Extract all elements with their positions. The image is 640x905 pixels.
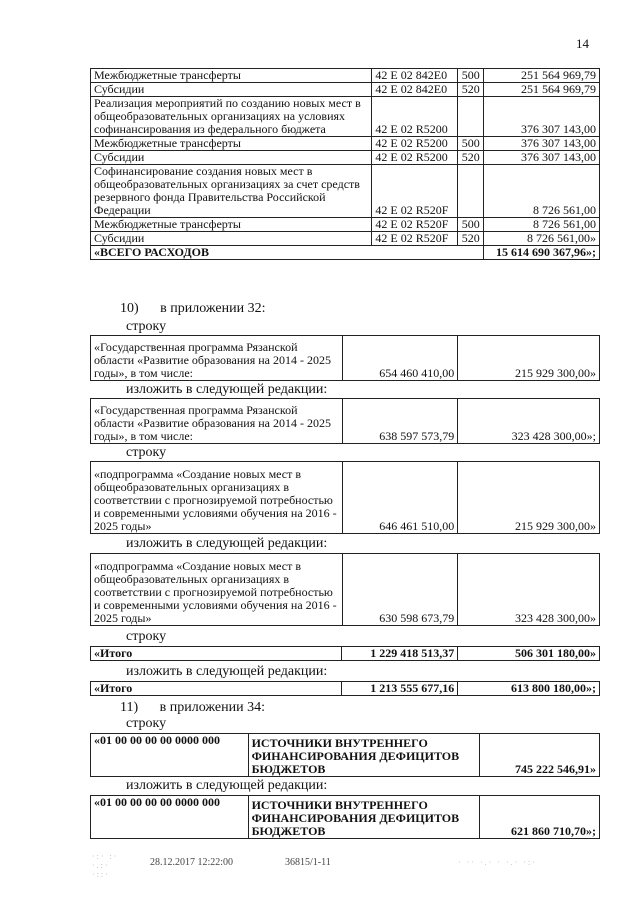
- footer-date: 28.12.2017 12:22:00: [150, 857, 234, 868]
- total-sum: 15 614 690 367,96»;: [484, 246, 600, 260]
- izlozhit-3: изложить в следующей редакции:: [126, 664, 328, 679]
- src-new-sum: 621 860 710,70»;: [480, 796, 600, 839]
- expense-name: Реализация мероприятий по созданию новых мест в общеобразовательных организациях на условиях софинансирования из федерального бюджета: [91, 97, 372, 137]
- expense-name: Софинансирование создания новых мест в общеобразовательных организациях за счет средств резервного фонда Правительства Российской Федерации: [91, 165, 372, 218]
- expense-row: [91, 218, 600, 232]
- src-new-table: [90, 795, 600, 839]
- expense-kind: 500: [458, 137, 484, 151]
- footer-doc-number: 36815/1-11: [285, 857, 331, 868]
- expense-sum: 8 726 561,00: [484, 165, 600, 218]
- expense-name: Межбюджетные трансферты: [91, 218, 372, 232]
- src-new-code: «01 00 00 00 00 0000 000: [91, 796, 249, 839]
- itogo-old-table: [90, 646, 600, 661]
- expense-code: 42 Е 02 R520F: [372, 232, 458, 246]
- itogo-old-label: «Итого: [91, 647, 342, 661]
- expense-row: [91, 83, 600, 97]
- expense-sum: 376 307 143,00: [484, 151, 600, 165]
- izlozhit-2: изложить в следующей редакции:: [126, 536, 328, 551]
- itogo-new-table: [90, 681, 600, 696]
- item-10-number: 10): [120, 301, 139, 316]
- page-number: 14: [576, 36, 589, 51]
- expense-kind: 520: [458, 232, 484, 246]
- expense-row: [91, 232, 600, 246]
- pp-new-v2: 323 428 300,00»: [458, 554, 600, 626]
- scan-smudge: ·:· :· ·.:· ·::·: [92, 852, 119, 879]
- expense-kind: 500: [458, 218, 484, 232]
- stroku-2: строку: [126, 445, 167, 460]
- expense-code: 42 Е 02 R520F: [372, 218, 458, 232]
- src-old-name: ИСТОЧНИКИ ВНУТРЕННЕГО ФИНАНСИРОВАНИЯ ДЕФИЦИТОВ БЮДЖЕТОВ: [248, 734, 480, 777]
- izlozhit-4: изложить в следующей редакции:: [126, 778, 328, 793]
- itogo-new-label: «Итого: [91, 682, 342, 696]
- expense-kind: 500: [458, 69, 484, 83]
- gp-old-v2: 215 929 300,00»: [458, 336, 600, 381]
- stroku-label: строку: [126, 319, 167, 334]
- expense-kind: 520: [458, 83, 484, 97]
- gp-new-v2: 323 428 300,00»;: [458, 399, 600, 444]
- item-11-text: в приложении 34:: [159, 700, 265, 715]
- pp-new-v1: 630 598 673,79: [342, 554, 458, 626]
- expense-name: Субсидии: [91, 151, 372, 165]
- pp-new-table: [90, 553, 600, 626]
- expense-name: Субсидии: [91, 232, 372, 246]
- item-11-number: 11): [120, 700, 139, 715]
- expense-code: 42 Е 02 R520F: [372, 165, 458, 218]
- gp-old-table: [90, 335, 600, 381]
- expenses-table: [90, 68, 600, 260]
- expense-kind: 520: [458, 151, 484, 165]
- gp-old-name: «Государственная программа Рязанской области «Развитие образования на 2014 - 2025 годы», в том числе:: [91, 336, 343, 381]
- expense-name: Субсидии: [91, 83, 372, 97]
- expense-code: 42 Е 02 R5200: [372, 151, 458, 165]
- stroku-4: строку: [126, 716, 167, 731]
- expense-sum: 8 726 561,00: [484, 218, 600, 232]
- gp-old-v1: 654 460 410,00: [342, 336, 458, 381]
- expense-code: 42 Е 02 R5200: [372, 137, 458, 151]
- gp-new-name: «Государственная программа Рязанской области «Развитие образования на 2014 - 2025 годы», в том числе:: [91, 399, 343, 444]
- expense-sum: 251 564 969,79: [484, 83, 600, 97]
- expense-name: Межбюджетные трансферты: [91, 137, 372, 151]
- pp-old-table: [90, 461, 600, 534]
- expense-sum: 376 307 143,00: [484, 137, 600, 151]
- item-10: [120, 301, 265, 317]
- total-label: «ВСЕГО РАСХОДОВ: [91, 246, 484, 260]
- item-10-text: в приложении 32:: [160, 301, 266, 316]
- stroku-3: строку: [126, 629, 167, 644]
- src-old-table: [90, 733, 600, 777]
- expense-kind: [458, 97, 484, 137]
- gp-new-table: [90, 398, 600, 444]
- expense-name: Межбюджетные трансферты: [91, 69, 372, 83]
- pp-old-v1: 646 461 510,00: [342, 462, 458, 534]
- expense-sum: 376 307 143,00: [484, 97, 600, 137]
- src-old-code: «01 00 00 00 00 0000 000: [91, 734, 249, 777]
- scan-smudge-right: · ·· ·.· · ·.· ·:·: [458, 858, 537, 867]
- itogo-old-v1: 1 229 418 513,37: [342, 647, 458, 661]
- expense-code: 42 Е 02 R5200: [372, 97, 458, 137]
- expense-row: [91, 137, 600, 151]
- total-row: [91, 246, 600, 260]
- expense-row: [91, 69, 600, 83]
- expense-code: 42 Е 02 842Е0: [372, 83, 458, 97]
- item-11: [120, 700, 265, 716]
- itogo-old-v2: 506 301 180,00»: [458, 647, 600, 661]
- expense-code: 42 Е 02 842Е0: [372, 69, 458, 83]
- izlozhit-1: изложить в следующей редакции:: [126, 382, 328, 397]
- pp-new-name: «подпрограмма «Создание новых мест в общеобразовательных организациях в соответствии с прогнозируемой потребностью и современными условиями обучения на 2016 - 2025 годы»: [91, 554, 343, 626]
- expense-row: [91, 97, 600, 137]
- gp-new-v1: 638 597 573,79: [342, 399, 458, 444]
- expense-row: [91, 151, 600, 165]
- expense-sum: 8 726 561,00»: [484, 232, 600, 246]
- expense-row: [91, 165, 600, 218]
- itogo-new-v2: 613 800 180,00»;: [458, 682, 600, 696]
- src-new-name: ИСТОЧНИКИ ВНУТРЕННЕГО ФИНАНСИРОВАНИЯ ДЕФИЦИТОВ БЮДЖЕТОВ: [248, 796, 480, 839]
- expense-sum: 251 564 969,79: [484, 69, 600, 83]
- itogo-new-v1: 1 213 555 677,16: [342, 682, 458, 696]
- pp-old-v2: 215 929 300,00»: [458, 462, 600, 534]
- pp-old-name: «подпрограмма «Создание новых мест в общеобразовательных организациях в соответствии с прогнозируемой потребностью и современными условиями обучения на 2016 - 2025 годы»: [91, 462, 343, 534]
- src-old-sum: 745 222 546,91»: [480, 734, 600, 777]
- expense-kind: [458, 165, 484, 218]
